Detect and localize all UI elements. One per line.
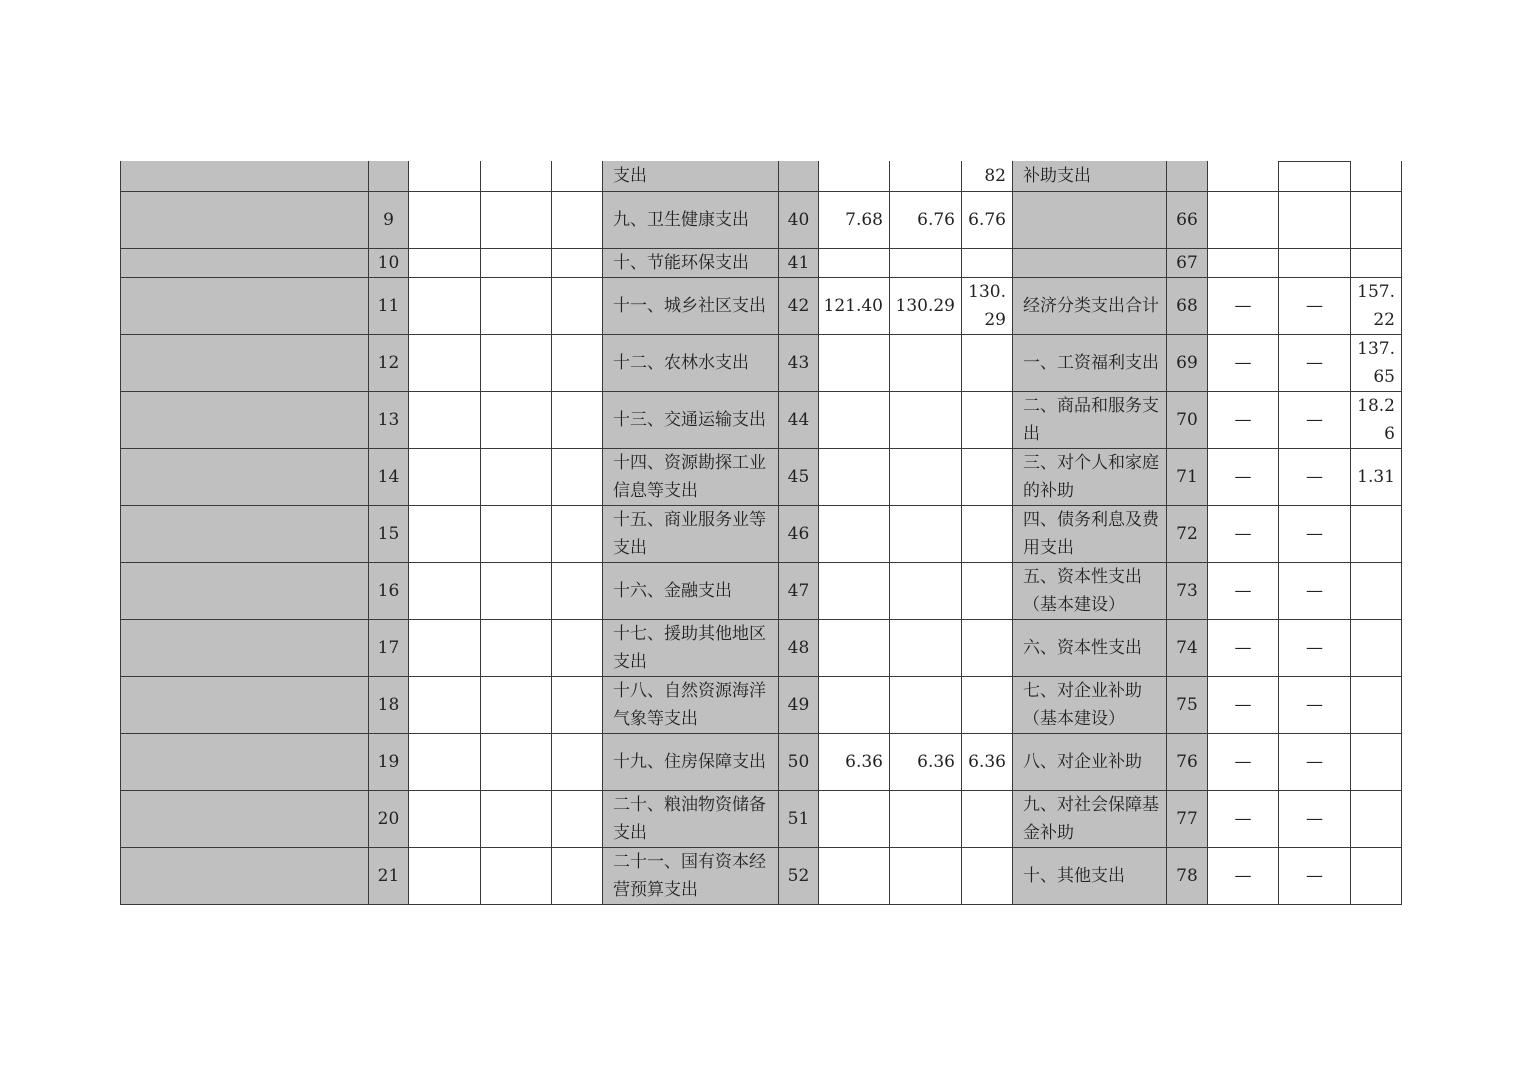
dash-cell: —	[1208, 448, 1279, 505]
empty-cell	[552, 505, 603, 562]
empty-cell	[552, 733, 603, 790]
empty-cell	[552, 191, 603, 248]
amount-cell: 157.22	[1351, 277, 1402, 334]
line-number-cell: 41	[779, 248, 819, 277]
empty-cell	[409, 733, 481, 790]
empty-cell	[409, 619, 481, 676]
line-number-cell: 52	[779, 847, 819, 904]
cell-top-border	[1279, 161, 1350, 162]
table-row	[121, 277, 1402, 334]
budget-table-container	[120, 161, 1402, 905]
expenditure-function-label: 十、节能环保支出	[603, 248, 779, 277]
empty-cell	[552, 790, 603, 847]
dash-cell: —	[1279, 790, 1351, 847]
empty-cell	[409, 505, 481, 562]
empty-cell	[552, 619, 603, 676]
amount-cell: 1.31	[1351, 448, 1402, 505]
line-number-cell: 73	[1167, 562, 1208, 619]
dash-cell: —	[1208, 733, 1279, 790]
empty-cell	[409, 448, 481, 505]
amount-cell	[1351, 733, 1402, 790]
amount-cell	[819, 248, 890, 277]
economic-category-label: 一、工资福利支出	[1013, 334, 1167, 391]
empty-cell	[481, 790, 552, 847]
dash-cell	[1208, 161, 1279, 191]
amount-cell	[890, 448, 962, 505]
table-row	[121, 847, 1402, 904]
amount-cell	[962, 334, 1013, 391]
blank-gray-cell	[121, 619, 369, 676]
empty-cell	[409, 847, 481, 904]
dash-cell: —	[1208, 505, 1279, 562]
expenditure-function-label: 十一、城乡社区支出	[603, 277, 779, 334]
dash-cell: —	[1279, 733, 1351, 790]
amount-cell	[1351, 847, 1402, 904]
empty-cell	[481, 248, 552, 277]
expenditure-function-label: 十九、住房保障支出	[603, 733, 779, 790]
amount-cell	[819, 334, 890, 391]
empty-cell	[481, 277, 552, 334]
dash-cell	[1208, 248, 1279, 277]
amount-cell	[962, 448, 1013, 505]
blank-gray-cell	[121, 277, 369, 334]
dash-cell: —	[1279, 847, 1351, 904]
amount-cell	[962, 391, 1013, 448]
dash-cell: —	[1279, 334, 1351, 391]
economic-category-label: 九、对社会保障基金补助	[1013, 790, 1167, 847]
table-row	[121, 562, 1402, 619]
row-index-cell: 12	[369, 334, 409, 391]
line-number-cell: 66	[1167, 191, 1208, 248]
empty-cell	[552, 391, 603, 448]
expenditure-function-label: 十三、交通运输支出	[603, 391, 779, 448]
empty-cell	[552, 248, 603, 277]
row-index-cell: 16	[369, 562, 409, 619]
row-index-cell: 19	[369, 733, 409, 790]
line-number-cell: 77	[1167, 790, 1208, 847]
dash-cell	[1279, 161, 1351, 191]
line-number-cell: 51	[779, 790, 819, 847]
economic-category-label	[1013, 248, 1167, 277]
amount-cell: 18.26	[1351, 391, 1402, 448]
empty-cell	[481, 161, 552, 191]
amount-cell	[819, 505, 890, 562]
line-number-cell: 50	[779, 733, 819, 790]
blank-gray-cell	[121, 161, 369, 191]
line-number-cell: 78	[1167, 847, 1208, 904]
dash-cell: —	[1279, 391, 1351, 448]
line-number-cell: 71	[1167, 448, 1208, 505]
amount-cell: 6.36	[890, 733, 962, 790]
economic-category-label: 六、资本性支出	[1013, 619, 1167, 676]
amount-cell: 137.65	[1351, 334, 1402, 391]
line-number-cell: 75	[1167, 676, 1208, 733]
amount-cell	[1351, 191, 1402, 248]
line-number-cell	[779, 161, 819, 191]
amount-cell	[1351, 248, 1402, 277]
amount-cell	[890, 505, 962, 562]
amount-cell	[819, 391, 890, 448]
dash-cell: —	[1208, 619, 1279, 676]
economic-category-label: 七、对企业补助（基本建设）	[1013, 676, 1167, 733]
amount-cell: 6.76	[962, 191, 1013, 248]
blank-gray-cell	[121, 191, 369, 248]
amount-cell	[890, 847, 962, 904]
amount-cell	[962, 676, 1013, 733]
economic-category-label: 经济分类支出合计	[1013, 277, 1167, 334]
empty-cell	[481, 334, 552, 391]
amount-cell	[890, 562, 962, 619]
amount-cell	[890, 676, 962, 733]
row-index-cell: 17	[369, 619, 409, 676]
amount-cell	[819, 448, 890, 505]
empty-cell	[552, 847, 603, 904]
line-number-cell: 76	[1167, 733, 1208, 790]
amount-cell: 130.29	[962, 277, 1013, 334]
economic-category-label: 二、商品和服务支出	[1013, 391, 1167, 448]
amount-cell	[962, 248, 1013, 277]
amount-cell: 6.36	[962, 733, 1013, 790]
empty-cell	[409, 790, 481, 847]
amount-cell	[890, 790, 962, 847]
amount-cell: 6.76	[890, 191, 962, 248]
dash-cell: —	[1279, 505, 1351, 562]
line-number-cell: 67	[1167, 248, 1208, 277]
amount-cell	[1351, 790, 1402, 847]
line-number-cell: 48	[779, 619, 819, 676]
dash-cell	[1208, 191, 1279, 248]
amount-cell	[890, 248, 962, 277]
empty-cell	[481, 619, 552, 676]
table-row	[121, 619, 1402, 676]
empty-cell	[552, 277, 603, 334]
empty-cell	[552, 562, 603, 619]
amount-cell	[819, 847, 890, 904]
economic-category-label: 三、对个人和家庭的补助	[1013, 448, 1167, 505]
line-number-cell	[1167, 161, 1208, 191]
empty-cell	[481, 448, 552, 505]
line-number-cell: 46	[779, 505, 819, 562]
economic-category-label: 四、债务利息及费用支出	[1013, 505, 1167, 562]
economic-category-label: 五、资本性支出（基本建设）	[1013, 562, 1167, 619]
row-index-cell: 11	[369, 277, 409, 334]
empty-cell	[552, 161, 603, 191]
expenditure-function-label: 九、卫生健康支出	[603, 191, 779, 248]
empty-cell	[409, 562, 481, 619]
dash-cell: —	[1208, 790, 1279, 847]
budget-expenditure-table	[120, 161, 1402, 905]
expenditure-function-label: 二十、粮油物资储备支出	[603, 790, 779, 847]
row-index-cell	[369, 161, 409, 191]
dash-cell	[1279, 248, 1351, 277]
amount-cell	[1351, 676, 1402, 733]
economic-category-label: 八、对企业补助	[1013, 733, 1167, 790]
empty-cell	[481, 676, 552, 733]
line-number-cell: 72	[1167, 505, 1208, 562]
expenditure-function-label: 十二、农林水支出	[603, 334, 779, 391]
economic-category-label: 十、其他支出	[1013, 847, 1167, 904]
table-row	[121, 790, 1402, 847]
blank-gray-cell	[121, 248, 369, 277]
dash-cell: —	[1279, 277, 1351, 334]
amount-cell	[819, 676, 890, 733]
empty-cell	[481, 847, 552, 904]
amount-cell	[819, 161, 890, 191]
line-number-cell: 74	[1167, 619, 1208, 676]
line-number-cell: 43	[779, 334, 819, 391]
expenditure-function-label: 十五、商业服务业等支出	[603, 505, 779, 562]
dash-cell: —	[1208, 676, 1279, 733]
empty-cell	[409, 391, 481, 448]
dash-cell: —	[1208, 562, 1279, 619]
empty-cell	[481, 191, 552, 248]
empty-cell	[409, 248, 481, 277]
table-row	[121, 391, 1402, 448]
dash-cell: —	[1208, 391, 1279, 448]
empty-cell	[481, 505, 552, 562]
table-row	[121, 676, 1402, 733]
line-number-cell: 47	[779, 562, 819, 619]
table-row	[121, 448, 1402, 505]
table-row	[121, 334, 1402, 391]
table-row	[121, 505, 1402, 562]
empty-cell	[409, 277, 481, 334]
amount-cell: 130.29	[890, 277, 962, 334]
table-row	[121, 161, 1402, 191]
dash-cell: —	[1279, 676, 1351, 733]
empty-cell	[409, 676, 481, 733]
amount-cell	[962, 790, 1013, 847]
blank-gray-cell	[121, 733, 369, 790]
economic-category-label: 补助支出	[1013, 161, 1167, 191]
empty-cell	[409, 334, 481, 391]
blank-gray-cell	[121, 562, 369, 619]
economic-category-label	[1013, 191, 1167, 248]
dash-cell: —	[1279, 562, 1351, 619]
expenditure-function-label: 十七、援助其他地区支出	[603, 619, 779, 676]
line-number-cell: 42	[779, 277, 819, 334]
amount-cell	[890, 161, 962, 191]
expenditure-function-label: 支出	[603, 161, 779, 191]
row-index-cell: 20	[369, 790, 409, 847]
row-index-cell: 21	[369, 847, 409, 904]
dash-cell: —	[1208, 847, 1279, 904]
row-index-cell: 14	[369, 448, 409, 505]
blank-gray-cell	[121, 505, 369, 562]
row-index-cell: 18	[369, 676, 409, 733]
blank-gray-cell	[121, 334, 369, 391]
row-index-cell: 9	[369, 191, 409, 248]
amount-cell: 7.68	[819, 191, 890, 248]
amount-cell	[1351, 161, 1402, 191]
amount-cell	[890, 391, 962, 448]
amount-cell	[962, 847, 1013, 904]
line-number-cell: 49	[779, 676, 819, 733]
table-row	[121, 733, 1402, 790]
empty-cell	[552, 676, 603, 733]
amount-cell	[819, 562, 890, 619]
blank-gray-cell	[121, 676, 369, 733]
blank-gray-cell	[121, 790, 369, 847]
blank-gray-cell	[121, 391, 369, 448]
amount-cell: 6.36	[819, 733, 890, 790]
table-row	[121, 248, 1402, 277]
table-row	[121, 191, 1402, 248]
amount-cell	[819, 619, 890, 676]
line-number-cell: 69	[1167, 334, 1208, 391]
amount-cell	[962, 619, 1013, 676]
dash-cell: —	[1208, 334, 1279, 391]
amount-cell	[962, 505, 1013, 562]
amount-cell	[890, 334, 962, 391]
amount-cell	[1351, 562, 1402, 619]
blank-gray-cell	[121, 448, 369, 505]
empty-cell	[409, 191, 481, 248]
amount-cell	[962, 562, 1013, 619]
line-number-cell: 40	[779, 191, 819, 248]
empty-cell	[409, 161, 481, 191]
dash-cell: —	[1279, 448, 1351, 505]
amount-cell	[1351, 619, 1402, 676]
amount-cell	[890, 619, 962, 676]
line-number-cell: 68	[1167, 277, 1208, 334]
empty-cell	[481, 733, 552, 790]
row-index-cell: 10	[369, 248, 409, 277]
line-number-cell: 44	[779, 391, 819, 448]
empty-cell	[481, 562, 552, 619]
line-number-cell: 70	[1167, 391, 1208, 448]
line-number-cell: 45	[779, 448, 819, 505]
expenditure-function-label: 二十一、国有资本经营预算支出	[603, 847, 779, 904]
expenditure-function-label: 十六、金融支出	[603, 562, 779, 619]
row-index-cell: 15	[369, 505, 409, 562]
expenditure-function-label: 十八、自然资源海洋气象等支出	[603, 676, 779, 733]
expenditure-function-label: 十四、资源勘探工业信息等支出	[603, 448, 779, 505]
blank-gray-cell	[121, 847, 369, 904]
dash-cell	[1279, 191, 1351, 248]
dash-cell: —	[1208, 277, 1279, 334]
dash-cell: —	[1279, 619, 1351, 676]
amount-cell: 121.40	[819, 277, 890, 334]
row-index-cell: 13	[369, 391, 409, 448]
amount-cell	[819, 790, 890, 847]
empty-cell	[481, 391, 552, 448]
empty-cell	[552, 448, 603, 505]
empty-cell	[552, 334, 603, 391]
amount-cell	[1351, 505, 1402, 562]
amount-cell: 82	[962, 161, 1013, 191]
